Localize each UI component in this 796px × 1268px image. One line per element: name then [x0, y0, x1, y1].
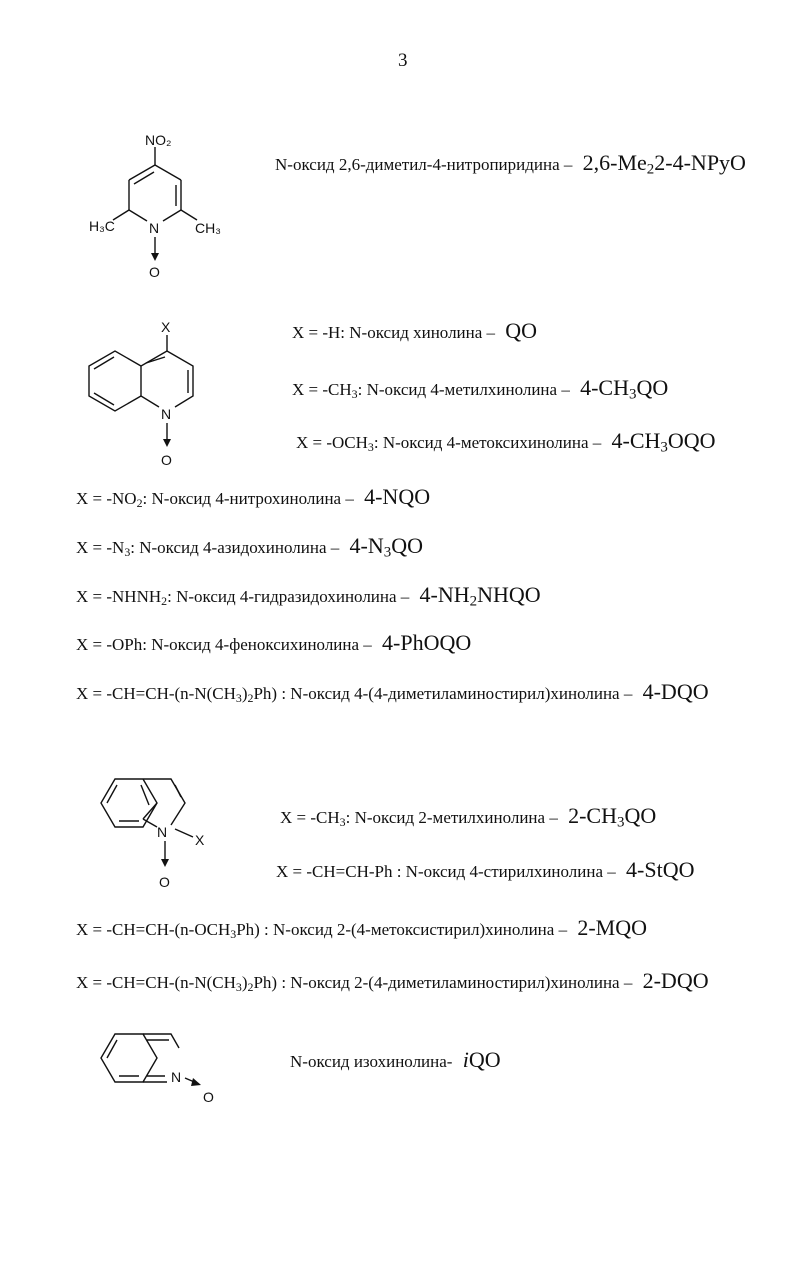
compound-abbreviation: 4-StQO	[626, 857, 695, 882]
compound-entry	[275, 150, 746, 176]
compound-entry	[76, 533, 423, 559]
oxygen-label: O	[203, 1089, 214, 1105]
compound-abbreviation: $4-CH_3QO$	[580, 375, 669, 403]
compound-abbreviation: iQO	[462, 1047, 501, 1072]
compound-description: $X = -CH=CH-(n-N(CH_3)_2Ph)$ : N-оксид 2-(4-диметиламиностирил)хинолина –	[76, 973, 637, 994]
compound-abbreviation: 4-NQO	[364, 484, 431, 509]
compound-abbreviation: $2,6-Me_22-4$-NPyO	[582, 150, 746, 178]
compound-description: X = -OPh: N-оксид 4-феноксихинолина –	[76, 635, 377, 654]
compound-entry	[76, 968, 709, 994]
compound-abbreviation: $4-CH_3OQO$	[611, 428, 716, 456]
quinoline-2x-n-oxide-structure	[75, 765, 225, 895]
compound-abbreviation: $2-CH_3QO$	[568, 803, 657, 831]
compound-abbreviation: 2-MQO	[577, 915, 647, 940]
compound-description: $X = -OCH_3$: N-оксид 4-метоксихинолина –	[296, 433, 606, 454]
compound-description: $X = -NO_2$: N-оксид 4-нитрохинолина –	[76, 489, 359, 510]
compound-entry	[76, 484, 430, 510]
compound-abbreviation: 4-DQO	[642, 679, 709, 704]
compound-description: $X = -N_3$: N-оксид 4-азидохинолина –	[76, 538, 344, 559]
compound-entry	[292, 375, 668, 401]
substituent-x-label: X	[195, 832, 205, 848]
substituent-x-label: X	[161, 319, 171, 335]
compound-entry	[76, 915, 647, 941]
nitro-group-label: NO₂	[145, 132, 172, 148]
isoquinoline-n-oxide-structure	[75, 1020, 235, 1120]
ring-nitrogen-label: N	[161, 406, 172, 422]
compound-abbreviation: 4-PhOQO	[382, 630, 472, 655]
ring-nitrogen-label: N	[149, 220, 160, 236]
methyl-left-label: H₃C	[89, 218, 115, 234]
compound-description: $X = -CH=CH-(n-OCH_3Ph)$ : N-оксид 2-(4-метоксистирил)хинолина –	[76, 920, 572, 941]
methyl-right-label: CH₃	[195, 220, 221, 236]
compound-entry	[296, 428, 716, 454]
compound-entry	[76, 679, 709, 705]
compound-description: $X = -CH_3$: N-оксид 4-метилхинолина –	[292, 380, 575, 401]
compound-description: $X = -NHNH_2$: N-оксид 4-гидразидохинолина –	[76, 587, 414, 608]
quinoline-4x-n-oxide-structure	[75, 315, 225, 475]
compound-entry	[280, 803, 656, 829]
ring-nitrogen-label: N	[157, 824, 168, 840]
compound-entry	[76, 582, 541, 608]
compound-entry	[292, 318, 537, 344]
oxygen-label: O	[149, 264, 160, 280]
compound-description: X = -CH=CH-Ph : N-оксид 4-стирилхинолина –	[276, 862, 621, 881]
oxygen-label: O	[161, 452, 172, 468]
compound-description: X = -H: N-оксид хинолина –	[292, 323, 500, 342]
compound-abbreviation: 2-DQO	[642, 968, 709, 993]
compound-abbreviation: $4-N_3QO$	[349, 533, 423, 561]
compound-description: $X = -CH=CH-(n-N(CH_3)_2Ph)$ : N-оксид 4-(4-диметиламиностирил)хинолина –	[76, 684, 637, 705]
compound-abbreviation: $4-NH_2NHQO$	[419, 582, 541, 610]
pyridine-n-oxide-structure	[85, 125, 245, 295]
compound-entry	[276, 857, 694, 883]
compound-description: $X = -CH_3$: N-оксид 2-метилхинолина –	[280, 808, 563, 829]
ring-nitrogen-label: N	[171, 1069, 182, 1085]
compound-description: N-оксид изохинолина-	[290, 1052, 457, 1071]
oxygen-label: O	[159, 874, 170, 890]
compound-abbreviation: QO	[505, 318, 538, 343]
compound-entry	[76, 630, 471, 656]
page-number: 3	[398, 50, 408, 71]
compound-description: N-оксид 2,6-диметил-4-нитропиридина –	[275, 155, 577, 174]
compound-entry	[290, 1047, 501, 1073]
